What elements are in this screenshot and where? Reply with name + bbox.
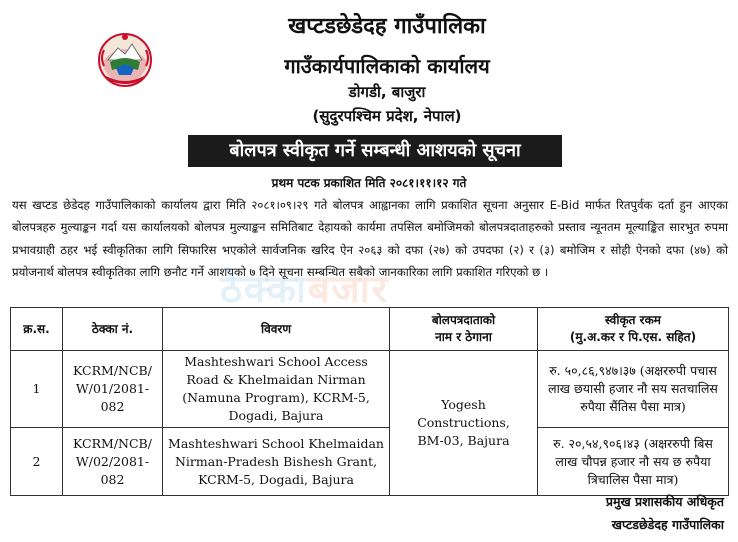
office-name: गाउँकार्यपालिकाको कार्यालय [284, 54, 490, 78]
contract-line2: W/02/2081-082 [75, 453, 150, 487]
header-description: विवरण [163, 308, 390, 351]
notice-body: यस खप्टड छेडेदह गाउँपालिकाको कार्यालय द्वारा मिति २०८१।०९।२९ गते बोलपत्र आह्वानका लागि प्रकाशित सूचना अनुसार E-Bid मार्फत रितपुर्वक दर्ता हुन आएका बोलपत्रहरु मुल्याङ्कन गर्दा यस कार्यालयको बोलपत्र मुल्याङ्कन समितिबाट देहायको कार्यमा तपसिल बमोजिमको बोलपत्रदाताहरुको प्रस्ताव न्यूनतम मूल्याङ्कित सारभुत रुपमा प्रभावग्राही ठहर भई स्वीकृतिका लागि सिफारिस भएकोले सार्वजनिक खरिद ऐन २०६३ को दफा (२७) को उपदफा (२) र (३) बमोजिम र सोही ऐनको दफा (४७) को प्रयोजनार्थ बोलपत्र स्वीकृतिका लागि छनौट गर्ने आशयको ७ दिने सूचना सम्बन्धित सबैको जानकारिका लागि प्रकाशित गरिएको छ । [12, 198, 728, 280]
table-header-row [11, 308, 729, 351]
contract-line1: KCRM/NCB/ [73, 363, 152, 378]
row-sn: 2 [11, 428, 63, 496]
signatory-title: प्रमुख प्रशासकीय अधिकृत [605, 494, 724, 509]
row-bidder [390, 351, 538, 496]
office-location: डोगडी, बाजुरा [348, 83, 426, 101]
header-sn: क्र.स. [11, 308, 63, 351]
watermark-part1: ठेक्का [220, 267, 308, 311]
header-contract: ठेक्का नं. [63, 308, 163, 351]
contract-line1: KCRM/NCB/ [73, 435, 152, 451]
header-amount [538, 308, 729, 351]
row-amount: रु. २०,५४,९०६।४३ (अक्षररुपी बिस लाख चौपन्न हजार नौ सय छ रुपैया त्रिचालिस पैसा मात्र) [538, 428, 729, 496]
watermark-part2: बजार [307, 267, 390, 311]
row-sn: 1 [11, 351, 63, 428]
bidder-line2: BM-03, Bajura [417, 433, 510, 448]
header-amount-line2: (मु.अ.कर र पि.एस. सहित) [569, 330, 697, 344]
row-contract [63, 351, 163, 428]
published-date: प्रथम पटक प्रकाशित मिति २०८१।११।१२ गते [271, 176, 467, 190]
notice-title: बोलपत्र स्वीकृत गर्ने सम्बन्धी आशयको सूचना [188, 135, 562, 167]
municipality-name: खप्टडछेडेदह गाउँपालिका [288, 14, 486, 39]
bidder-line1: Yogesh Constructions, [417, 397, 510, 430]
header-bidder-line2: नाम र ठेगाना [435, 330, 492, 344]
table-row [11, 428, 729, 496]
award-table [10, 307, 729, 496]
header-bidder [390, 308, 538, 351]
header-amount-line1: स्वीकृत रकम [605, 313, 661, 327]
row-contract [63, 428, 163, 496]
table-row [11, 351, 729, 428]
signatory-office: खप्टडछेडेदह गाउँपालिका [611, 517, 724, 532]
row-description: Mashteshwari School Khelmaidan Nirman-Pradesh Bishesh Grant, KCRM-5, Dogadi, Bajura [163, 428, 390, 496]
contract-line2: W/01/2081-082 [75, 381, 150, 414]
header-bidder-line1: बोलपत्रदाताको [431, 313, 496, 327]
row-amount: रु. ५०,८६,९४७।३७ (अक्षररुपी पचास लाख छयासी हजार नौ सय सतचालिस रुपैया सैंतिस पैसा मात्र) [538, 351, 729, 428]
row-description: Mashteshwari School Access Road & Khelmaidan Nirman (Namuna Program), KCRM-5, Dogadi, Bajura [163, 351, 390, 428]
province-name: (सुदुरपश्चिम प्रदेश, नेपाल) [312, 107, 462, 125]
